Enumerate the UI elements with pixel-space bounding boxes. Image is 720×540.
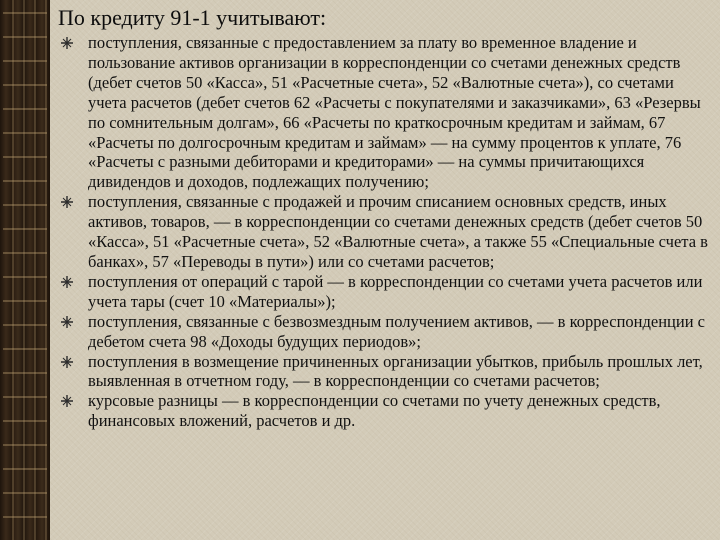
fleur-bullet-icon [60,315,74,329]
credit-items-list [88,33,714,431]
list-item [88,272,714,312]
decorative-left-border [0,0,50,540]
list-item-text: курсовые разницы — в корреспонденции со счетами по учету денежных средств, финансовых вложений, расчетов и др. [88,391,661,431]
list-item [88,391,714,431]
slide-title: По кредиту 91-1 учитывают: [58,5,327,30]
list-item-text: поступления, связанные с продажей и прочим списанием основных средств, иных активов, товаров, — в корреспонденции со счетами денежных средств (дебет счетов 50 «Касса», 51 «Расчетные счета», 52 «Валютные счета», а также 55 «Специальные счета в банках», 57 «Переводы в пути») или со счетами расчетов; [88,192,708,271]
list-item [88,33,714,192]
fleur-bullet-icon [60,195,74,209]
fleur-bullet-icon [60,36,74,50]
list-item-text: поступления от операций с тарой — в корреспонденции со счетами учета расчетов или учета тары (счет 10 «Материалы»); [88,271,703,311]
border-pattern [3,0,47,540]
fleur-bullet-icon [60,355,74,369]
list-item [88,312,714,352]
fleur-bullet-icon [60,394,74,408]
list-item-text: поступления в возмещение причиненных организации убытков, прибыль прошлых лет, выявленная в отчетном году, — в корреспонденции со счетами расчетов; [88,351,703,391]
list-item [88,192,714,272]
list-item [88,352,714,392]
list-item-text: поступления, связанные с предоставлением за плату во временное владение и пользование активов организации в корреспонденции со счетами денежных средств (дебет счетов 50 «Касса», 51 «Расчетные счета», 52 «Валютные счета»), со счетами учета расчетов (дебет счетов 62 «Расчеты с покупателями и заказчиками», 63 «Резервы по сомнительным долгам», 66 «Расчеты по краткосрочным кредитам и займам, 67 «Расчеты по долгосрочным кредитам и займам» — на сумму процентов к уплате, 76 «Расчеты с разными дебиторами и кредиторами» — на суммы причитающихся дивидендов и доходов, подлежащих получению; [88,33,701,192]
fleur-bullet-icon [60,275,74,289]
list-item-text: поступления, связанные с безвозмездным получением активов, — в корреспонденции с дебетом счета 98 «Доходы будущих периодов»; [88,311,705,351]
